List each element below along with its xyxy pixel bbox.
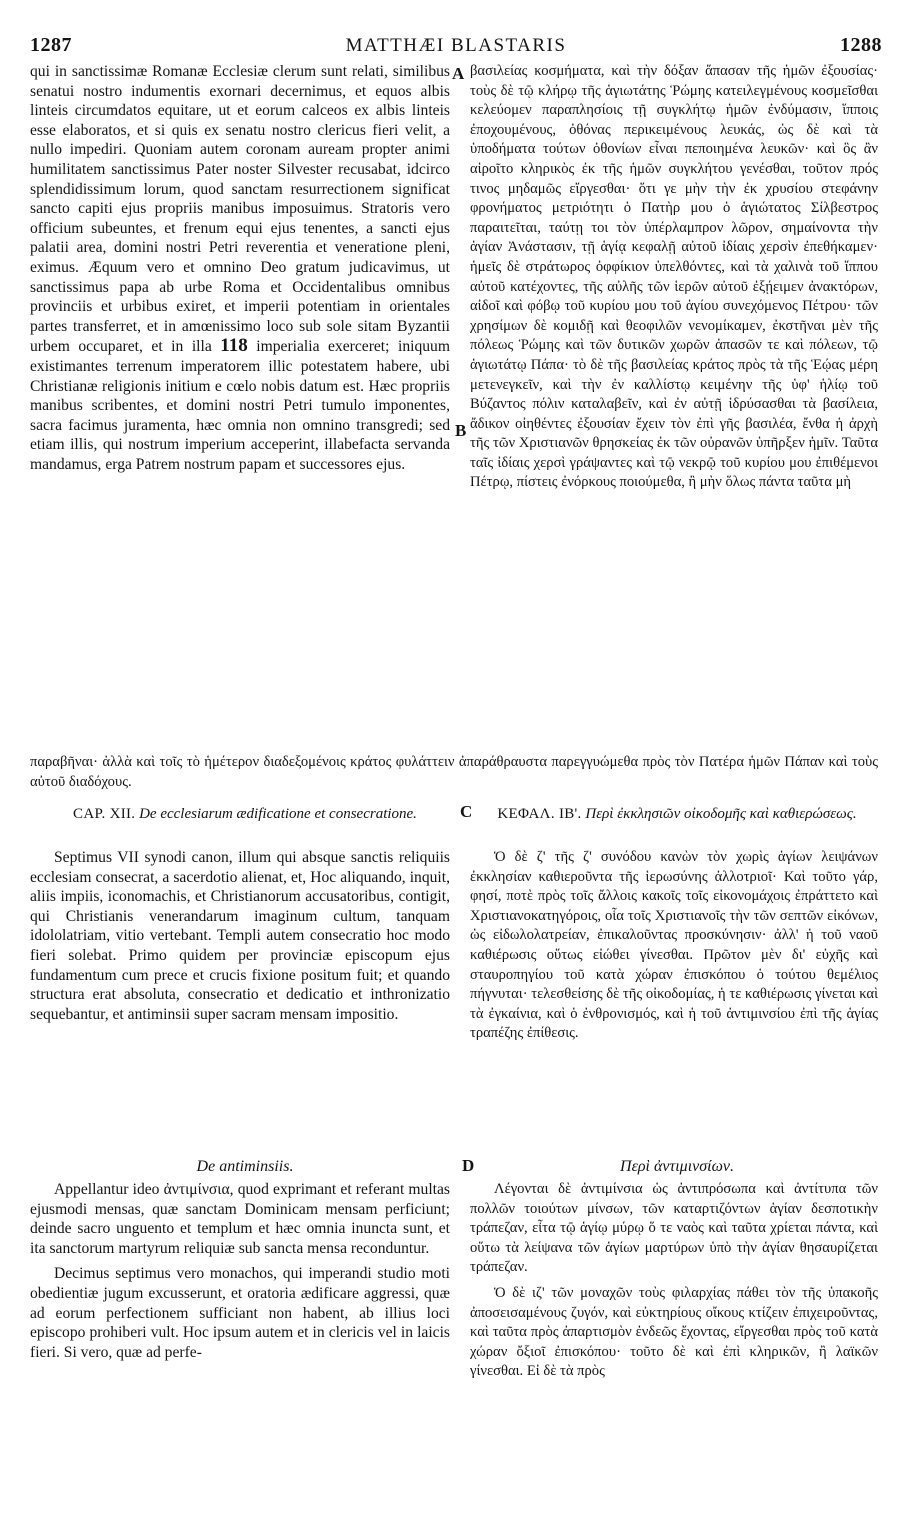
section-marker-a: A [452,64,465,83]
latin-column-body [30,848,450,1026]
greek-paragraph-3: Ὁ δὲ ιζ' τῶν μοναχῶν τοὺς φιλαρχίας πάθει τὸν τῆς ὑπακοῆς ἀποσεισαμένους ζυγόν, καὶ εὐκτηρίους οἴκους κτίζειν ἐπιχειροῦντας, καὶ ταῦτα πρὸς ἀπαρτισμὸν ἐνδεῶς ἔχοντας, εἴργεσθαι πρὸς τοῦ κατὰ χώραν ὄξιοῖ ἐπισκόπου· τοῦτο δὲ καὶ ἐπὶ κληρικῶν, ἢ λαϊκῶν γίνεσθαι. Εἰ δὲ τὰ πρὸς [470,1284,878,1380]
subheading-greek: Περὶ ἀντιμινσίων. [620,1158,734,1175]
latin-text-top: qui in sanctissimæ Romanæ Ecclesiæ clerum sunt relati, similibus senatui nostro indumentis exornari decernimus, et equos albis linteis circumdatos equitare, ut et eorum calceos ex albis linteis esse elaboratos, et si quis ex senatu nostro clericus fieri velit, a nullo impediri. Quoniam autem coronam auream propter animi humilitatem sanctissimus Pater noster Silvester recusabat, idcirco splendidissimum lorum, quod sanctam resurrectionem significat sancto capiti ejus propriis manibus imposuimus. Stratoris vero officium subeuntes, et frenum equi ejus tenentes, a sancti ejus palatii area, domini nostri Petri reverentia et veneratione pleni, eximus. Æquum vero et omnino Deo gratum judicavimus, ut sanctissimus papa ab urbe Roma et Occidentalibus omnibus provinciis et urbibus exiret, et imperii potentiam in orientales partes transferret, et in amœnissimo loco sub sole sitam Byzantii urbem occuparet, et in illa [30,63,450,356]
chapter-heading-greek [476,806,878,823]
latin-paragraph-1: Septimus VII synodi canon, illum qui absque sanctis reliquiis ecclesiam consecrat, a sacerdotio alienat, et, Hoc aliquando, inquit, aliis impiis, iconomachis, et Christianorum accusatoribus, contigit, qui Christianis venerandarum imaginum cultum, tanquam idololatriam, vitio vertebant. Templi autem consecratio hoc modo fieri solebat. Primo quidem per provinciæ episcopum ejus fundamentum cum prece et crucis fixione positum fuit; et quando structura erat absoluta, consecratio et dedicatio et inthronizatio sequebantur, et antiminsii super sacram mensam impositio. [30,849,450,1023]
greek-column-body-2 [470,1180,878,1384]
latin-paragraph-2: Appellantur ideo ἀντιμίνσια, quod exprimant et referant multas ejusmodi mensas, quæ sanctam Dominicam mensam perficiunt; deinde sacro unguento et templum et hæc omnia inuncta sunt, et ita sanctorum martyrum reliquiæ sub sancta mensa reconduntur. [30,1181,450,1257]
greek-column-top [470,62,878,493]
section-marker-b: B [455,421,467,440]
section-marker-d: D [462,1156,475,1175]
chapter-heading-latin [30,806,460,823]
subheading-latin: De antiminsiis. [196,1158,294,1175]
greek-paragraph-2: Λέγονται δὲ ἀντιμίνσια ὡς ἀντιπρόσωπα καὶ ἀντίτυπα τῶν πολλῶν τοιούτων μίνσων, τῶν καταρτιζόντων ἁγίαν δεσποτικὴν τράπεζαν, εἶτα τῷ ἁγίῳ μύρῳ ὅ τε ναὸς καὶ ταῦτα χρίεται πάντα, καὶ οὕτω τὰ λείψανα τῶν ἁγίων μαρτύρων ὑπὸ τὴν ἁγίαν θησαυρίζεται τράπεζαν. [470,1181,878,1276]
latin-column-body-2 [30,1180,450,1364]
latin-column-top [30,62,450,474]
page-number-right: 1288 [840,34,882,56]
latin-paragraph-3: Decimus septimus vero monachos, qui imperandi studio moti obedientiæ jugum excusserunt, et oratoria ædificare aggressi, quæ ad eorum perfectionem sufficiant non habent, ab illius loci episcopo prohiberi vult. Hoc ipsum autem et in clericis vel in laicis fieri. Si vero, quæ ad perfe- [30,1265,450,1361]
chapter-label-latin: CAP. XII. [73,806,136,822]
greek-text-top: βασιλείας κοσμήματα, καὶ τὴν δόξαν ἅπασαν τῆς ἡμῶν ἐξουσίας· τοὺς δὲ τῷ κλήρῳ τῆς ἁγιωτάτης Ῥώμης κατειλεγμένους κοσμεῖσθαι κελεύομεν παραπλησίοις τῇ συγκλήτῳ ἡμῶν ἐνδύμασιν, ἵπποις ἐποχουμένους, ὀθόνας περικειμένους λευκάς, ὡς δὲ καὶ τὰ ὑποδήματα τούτων ὀθονίων εἶναι πεποιημένα λευκῶν· καὶ ὃς ἂν αἱροῖτο κληρικὸς ἐκ τῆς ἡμῶν συγκλήτου γενέσθαι, τοῦτον πρός τινος μηδαμῶς εἴργεσθαι· ὅτι γε μὴν τὴν ἐκ χρυσίου στεφάνην φρονήματος μετριότητι ὁ Πατὴρ μου ὁ ἁγιώτατος Σίλβεστρος παραιτεῖται, ταύτῃ τοι τὸν ὑπέρλαμπρον λῶρον, σημαίνοντα τὴν ἁγίαν Ἀνάστασιν, τῇ ἁγίᾳ κεφαλῇ αὐτοῦ ἰδίαις χερσὶν ἐπεθήκαμεν· ἡμεῖς δὲ στράτωρος ὀφφίκιον ὑπελθόντες, καὶ τὰ χαλινὰ τοῦ ἵππου αὐτοῦ κατέχοντες, τῆς αὐλῆς τῶν ἱερῶν αὐτοῦ ἐξῄειμεν ἀνακτόρων, αἰδοῖ καὶ φόβῳ τοῦ κυρίου μου τοῦ ἁγίου συνεχόμενος Πέτρου· τῶν χρησίμων δὲ κομιδῇ καὶ θεοφιλῶν νενομίκαμεν, ἐκστῆναι μὲν τῆς πόλεως Ῥώμης καὶ τῶν δυτικῶν χωρῶν ἁπασῶν τε καὶ πόλεων, τῷ ἁγιωτάτῳ Πάπα· τὸ δὲ τῆς βασιλείας κράτος πρὸς τὰ τῆς Ἑῴας μέρη μετενεγκεῖν, καὶ τὴν ἐν καλλίστῳ κειμένην τῆς ὑφ' ἡλίῳ τοῦ Βύζαντος πόλιν καταλαβεῖν, καὶ ἐν αὐτῇ ἱδρύσασθαι τὰ βασίλεια, ἄδικον οἰηθέντες ἐξουσίαν ἔχειν τὸν ἐπὶ γῆς βασιλέα, ἔνθα ἡ ἀρχὴ τῆς τῶν Χριστιανῶν θρησκείας ἐκ τῶν οὐρανῶν ὑπῆρξεν ἡμῖν. Ταῦτα ταῖς ἰδίαις χερσὶ γράψαντες καὶ τῷ νεκρῷ τοῦ κυρίου μου ἐπιθέμενοι Πέτρῳ, πίστεις ἐνόρκους ποιούμεθα, ἢ μὴν ὅλως πάντα ταῦτα μὴ [470,63,878,491]
latin-text-top-continued: imperialia exerceret; iniquum existimantes terrenum imperatorem illic potestatem habere, ubi Christianæ religionis initium e cœlo nobis datum est. Hæc propriis manibus scribentes, et domini nostri Petri tumulo imponentes, sacra facimus juramenta, hæc omnia non omnino transgredi; sed etiam illis, qui nostrum imperium acceperint, illabefacta servanda mandamus, erga Patrem nostrum papam et successores ejus. [30,338,450,473]
page-number-left: 1287 [30,34,72,56]
chapter-title-greek: Περὶ ἐκκλησιῶν οἰκοδομῆς καὶ καθιερώσεως. [585,806,857,822]
greek-paragraph-1: Ὁ δὲ ζ' τῆς ζ' συνόδου κανὼν τὸν χωρὶς ἁγίων λειψάνων ἐκκλησίαν καθιεροῦντα τῆς ἱερωσύνης ἀλλοτριοῖ· Καὶ τοῦτο γάρ, φησί, ποτὲ πρὸς τοῖς ἄλλοις κακοῖς τοῖς εἰκονομάχοις ἐπράττετο καὶ Χριστιανοκατηγόροις, οἷα τοῖς Χριστιανοῖς τὴν τῶν σεπτῶν εἰκόνων, ὡς εἰδωλολατρείαν, ἐπικαλοῦντας προσκύνησιν· ἀλλ' ἡ τοῦ ναοῦ καθιέρωσις οὕτως εἰώθει γίνεσθαι. Πρῶτον μὲν δι' εὐχῆς καὶ σταυροπηγίου τοῦ κατὰ χώραν ἐπισκόπου ὁ τούτου θεμέλιος πήγνυται· τελεσθείσης δὲ τῆς οἰκοδομίας, ἡ τε καθιέρωσις γίνεται καὶ τὰ ἐγκαίνια, καὶ ὁ ἐνθρονισμός, καὶ ἡ τοῦ ἀντιμινσίου ἐπὶ τῆς ἁγίας τραπέζης ἐπίθεσις. [470,849,878,1042]
running-header [30,34,882,60]
section-marker-c: C [460,802,473,821]
chapter-title-latin: De ecclesiarum ædificatione et consecratione. [139,806,417,822]
column-number: 118 [220,335,248,357]
greek-text-full: παραβῆναι· ἀλλὰ καὶ τοῖς τὸ ἡμέτερον διαδεξομένοις κράτος φυλάττειν ἀπαράθραυστα παρεγγυώμεθα πρὸς τὸν Πατέρα ἡμῶν Πάπαν καὶ τοὺς αὐτοῦ διαδόχους. [30,754,878,790]
running-title: MATTHÆI BLASTARIS [345,35,567,56]
greek-column-body [470,848,878,1046]
chapter-label-greek: ΚΕΦΑΛ. ΙΒ'. [497,806,582,822]
greek-full-width-line [30,753,878,792]
